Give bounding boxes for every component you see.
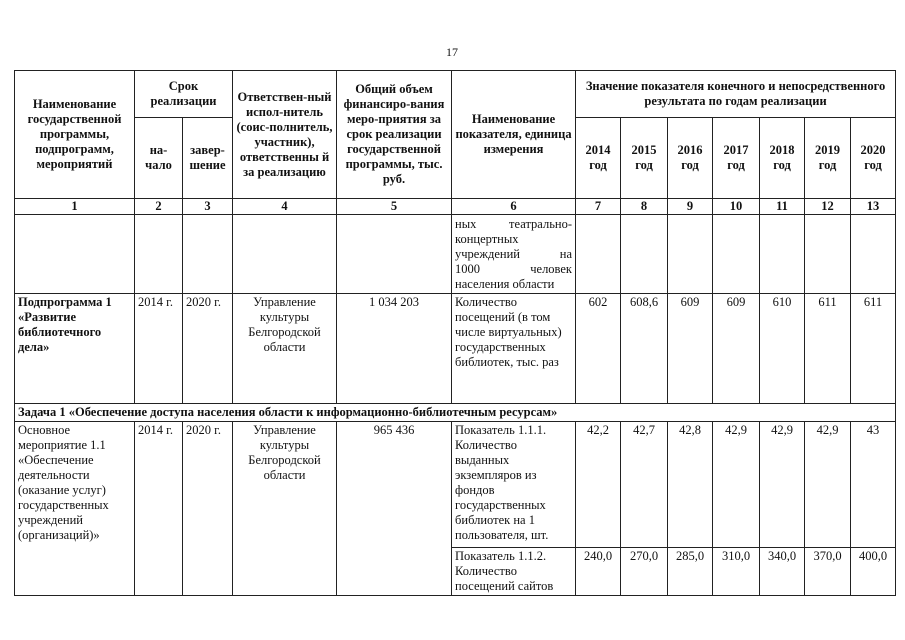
- column-number: 12: [805, 199, 851, 215]
- column-number: 8: [621, 199, 668, 215]
- indicator-line: ных театрально-: [455, 217, 573, 231]
- subprogram-executor: Управление культуры Белгородской области: [233, 294, 337, 404]
- header-executor: Ответствен-ный испол-нитель (соис-полнитель, участник), ответственны й за реализацию: [233, 71, 337, 199]
- indicator-line: концертных: [455, 232, 519, 246]
- header-funding: Общий объем финансиро-вания меро-приятия за срок реализации государственной программы, тыс. руб.: [337, 71, 452, 199]
- column-number: 4: [233, 199, 337, 215]
- task-row: [15, 404, 896, 422]
- header-year: 2020 год: [851, 118, 896, 199]
- task-title: Задача 1 «Обеспечение доступа населения области к информационно-библиотечным ресурсам»: [15, 404, 896, 422]
- value-cell: 42,7: [621, 422, 668, 548]
- column-number: 7: [576, 199, 621, 215]
- column-number: 3: [183, 199, 233, 215]
- header-name: Наименование государственной программы, подпрограмм, мероприятий: [15, 71, 135, 199]
- value-cell: 310,0: [713, 548, 760, 596]
- column-number-row: [15, 199, 896, 215]
- subprogram-name: Подпрограмма 1 «Развитие библиотечного дела»: [15, 294, 135, 404]
- subprogram-end: 2020 г.: [183, 294, 233, 404]
- value-cell: 285,0: [668, 548, 713, 596]
- value-cell: 611: [851, 294, 896, 404]
- header-year: 2014 год: [576, 118, 621, 199]
- indicator-line: 1000 человек: [455, 262, 573, 276]
- indicator-1-1-2: Показатель 1.1.2. Количество посещений сайтов: [452, 548, 576, 596]
- column-number: 9: [668, 199, 713, 215]
- measure-row: [15, 422, 896, 548]
- value-cell: 609: [713, 294, 760, 404]
- value-cell: 43: [851, 422, 896, 548]
- column-number: 5: [337, 199, 452, 215]
- column-number: 13: [851, 199, 896, 215]
- header-end: завер-шение: [183, 118, 233, 199]
- value-cell: 602: [576, 294, 621, 404]
- header-start: на-чало: [135, 118, 183, 199]
- subprogram-row: [15, 294, 896, 404]
- header-year: 2016 год: [668, 118, 713, 199]
- subprogram-start: 2014 г.: [135, 294, 183, 404]
- value-cell: 42,2: [576, 422, 621, 548]
- column-number: 10: [713, 199, 760, 215]
- header-values: Значение показателя конечного и непосредственного результата по годам реализации: [576, 71, 896, 118]
- measure-end: 2020 г.: [183, 422, 233, 596]
- header-year: 2018 год: [760, 118, 805, 199]
- column-number: 11: [760, 199, 805, 215]
- value-cell: 42,9: [713, 422, 760, 548]
- value-cell: 240,0: [576, 548, 621, 596]
- indicator-1-1-1: Показатель 1.1.1. Количество выданных экземпляров из фондов государственных библиотек на 1 пользователя, шт.: [452, 422, 576, 548]
- value-cell: 370,0: [805, 548, 851, 596]
- column-number: 2: [135, 199, 183, 215]
- header-year: 2017 год: [713, 118, 760, 199]
- value-cell: 608,6: [621, 294, 668, 404]
- measure-funding: 965 436: [337, 422, 452, 596]
- measure-executor: Управление культуры Белгородской области: [233, 422, 337, 596]
- value-cell: 42,9: [805, 422, 851, 548]
- value-cell: 611: [805, 294, 851, 404]
- page-number: 17: [446, 45, 458, 59]
- value-cell: 610: [760, 294, 805, 404]
- subprogram-indicator: Количество посещений (в том числе виртуальных) государственных библиотек, тыс. раз: [452, 294, 576, 404]
- header-term: Срок реализации: [135, 71, 233, 118]
- indicator-line: населения области: [455, 277, 555, 291]
- value-cell: 609: [668, 294, 713, 404]
- header-year: 2015 год: [621, 118, 668, 199]
- program-table: [14, 70, 896, 596]
- continuation-row: [15, 215, 896, 294]
- indicator-continuation: [452, 215, 576, 294]
- value-cell: 400,0: [851, 548, 896, 596]
- measure-start: 2014 г.: [135, 422, 183, 596]
- header-row-1: [15, 71, 896, 118]
- value-cell: 270,0: [621, 548, 668, 596]
- value-cell: 42,9: [760, 422, 805, 548]
- value-cell: 42,8: [668, 422, 713, 548]
- header-indicator: Наименование показателя, единица измерения: [452, 71, 576, 199]
- column-number: 1: [15, 199, 135, 215]
- indicator-line: учреждений на: [455, 247, 573, 261]
- subprogram-funding: 1 034 203: [337, 294, 452, 404]
- measure-name: Основное мероприятие 1.1 «Обеспечение деятельности (оказание услуг) государственных учреждений (организаций)»: [15, 422, 135, 596]
- value-cell: 340,0: [760, 548, 805, 596]
- header-year: 2019 год: [805, 118, 851, 199]
- column-number: 6: [452, 199, 576, 215]
